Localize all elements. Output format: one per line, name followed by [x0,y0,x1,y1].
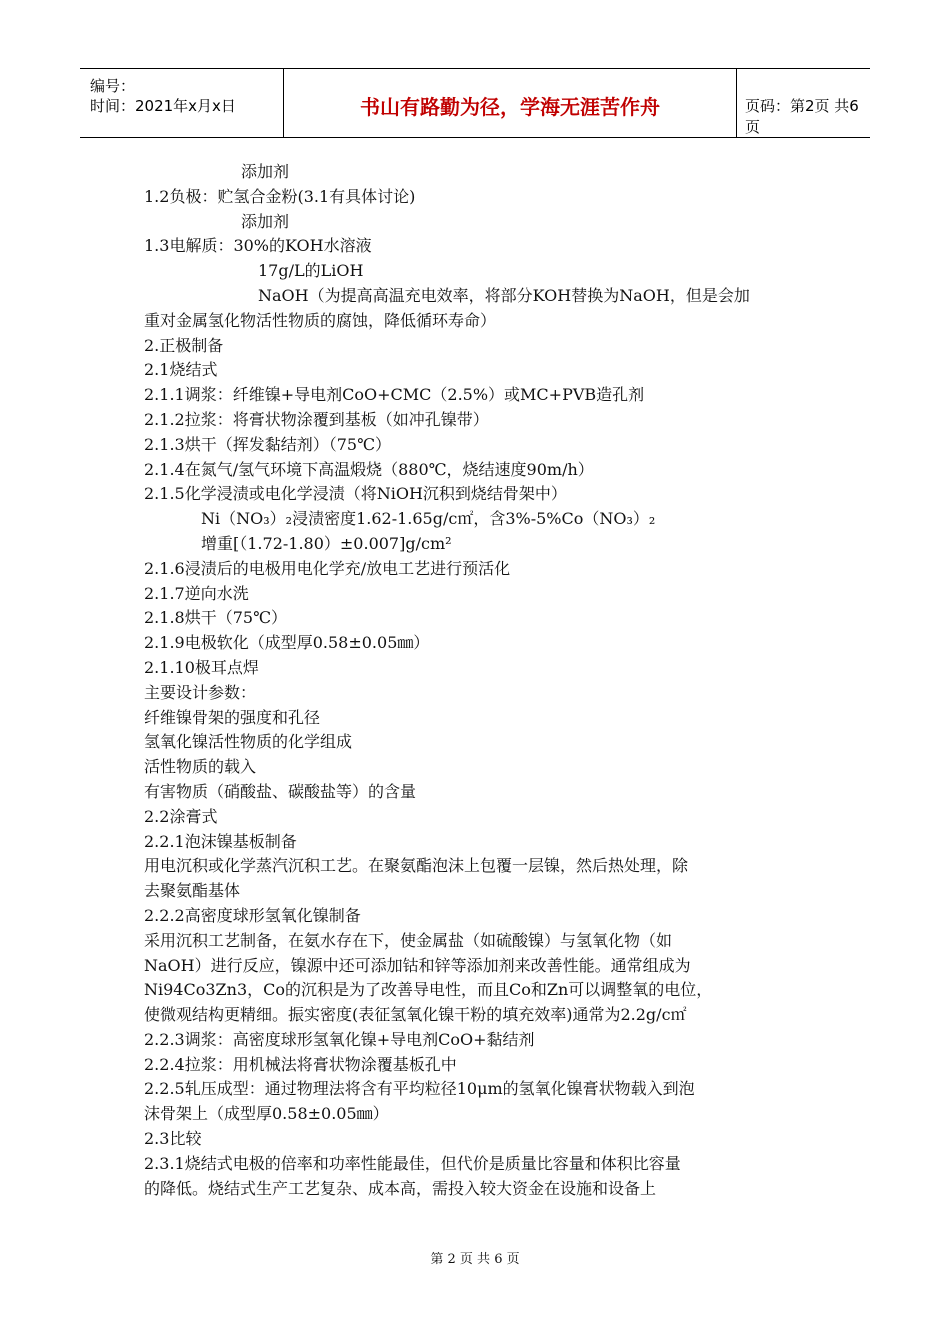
page-header [80,68,870,138]
header-left-cell [80,69,283,137]
text-line: 2.2.2高密度球形氢氧化镍制备 [144,905,361,925]
text-line: 2.1.8烘干（75℃） [144,608,287,628]
header-motto: 书山有路勤为径，学海无涯苦作舟 [360,95,660,119]
text-line: 1.3电解质：30%的KOH水溶液 [144,236,372,256]
text-line: 采用沉积工艺制备，在氨水存在下，使金属盐（如硫酸镍）与氢氧化物（如 [144,930,673,950]
text-line: 2.2.1泡沫镍基板制备 [144,831,297,851]
document-number-label: 编号： [90,77,136,95]
text-line: 添加剂 [241,211,290,231]
text-line: 2.1.7逆向水洗 [144,583,249,603]
text-line: 纤维镍骨架的强度和孔径 [144,707,321,727]
text-line: 沫骨架上（成型厚0.58±0.05㎜） [144,1104,389,1124]
text-line: Ni94Co3Zn3，Co的沉积是为了改善导电性，而且Co和Zn可以调整氧的电位， [144,980,713,1000]
text-line: 1.2负极：贮氢合金粉(3.1有具体讨论) [144,186,416,206]
text-line: 2.1.5化学浸渍或电化学浸渍（将NiOH沉积到烧结骨架中） [144,484,567,504]
page-footer: 第 2 页 共 6 页 [430,1252,520,1267]
text-line: 重对金属氢化物活性物质的腐蚀，降低循环寿命） [144,310,497,330]
text-line: 的降低。烧结式生产工艺复杂、成本高，需投入较大资金在设施和设备上 [144,1178,657,1198]
text-line: NaOH（为提高高温充电效率，将部分KOH替换为NaOH，但是会加 [258,285,750,305]
text-line: NaOH）进行反应，镍源中还可添加钴和锌等添加剂来改善性能。通常组成为 [144,955,691,975]
text-line: 2.1烧结式 [144,360,218,380]
text-line: 17g/L的LiOH [258,261,364,281]
text-line: 2.2.5轧压成型：通过物理法将含有平均粒径10μm的氢氧化镍膏状物载入到泡 [144,1079,695,1099]
header-motto-cell [283,69,737,137]
text-line: 氢氧化镍活性物质的化学组成 [144,732,353,752]
text-line: 活性物质的载入 [144,757,257,777]
header-page-label: 页码：第2页 共6页 [745,97,859,136]
text-line: 2.1.3烘干（挥发黏结剂）（75℃） [144,434,391,454]
text-line: 2.1.10极耳点焊 [144,657,259,677]
document-time-label: 时间：2021年x月x日 [90,97,236,115]
text-line: 添加剂 [241,162,290,181]
text-line: 2.2.4拉浆：用机械法将膏状物涂覆基板孔中 [144,1054,457,1074]
text-line: 2.2.3调浆：高密度球形氢氧化镍+导电剂CoO+黏结剂 [144,1029,535,1049]
text-line: 2.正极制备 [144,335,224,355]
text-line: 2.3比较 [144,1129,202,1149]
text-line: Ni（NO₃）₂浸渍密度1.62-1.65g/c㎡，含3%-5%Co（NO₃）₂ [201,509,656,529]
text-line: 增重[（1.72-1.80）±0.007]g/cm² [201,533,452,553]
text-line: 2.2涂膏式 [144,806,218,826]
text-line: 使微观结构更精细。振实密度(表征氢氧化镍干粉的填充效率)通常为2.2g/c㎡ [144,1005,687,1025]
text-line: 2.1.1调浆：纤维镍+导电剂CoO+CMC（2.5%）或MC+PVB造孔剂 [144,385,645,405]
text-line: 2.1.6浸渍后的电极用电化学充/放电工艺进行预活化 [144,558,511,578]
text-line: 有害物质（硝酸盐、碳酸盐等）的含量 [144,781,417,801]
document-body [144,160,814,1201]
text-line: 去聚氨酯基体 [144,881,241,901]
text-line: 2.1.9电极软化（成型厚0.58±0.05㎜） [144,633,430,653]
text-line: 主要设计参数： [144,682,257,702]
text-line: 2.3.1烧结式电极的倍率和功率性能最佳，但代价是质量比容量和体积比容量 [144,1153,681,1173]
text-line: 2.1.4在氮气/氢气环境下高温煅烧（880℃，烧结速度90m/h） [144,459,594,479]
text-line: 用电沉积或化学蒸汽沉积工艺。在聚氨酯泡沫上包覆一层镍，然后热处理，除 [144,856,689,876]
text-line: 2.1.2拉浆：将膏状物涂覆到基板（如冲孔镍带） [144,409,489,429]
header-page-cell [736,69,870,137]
